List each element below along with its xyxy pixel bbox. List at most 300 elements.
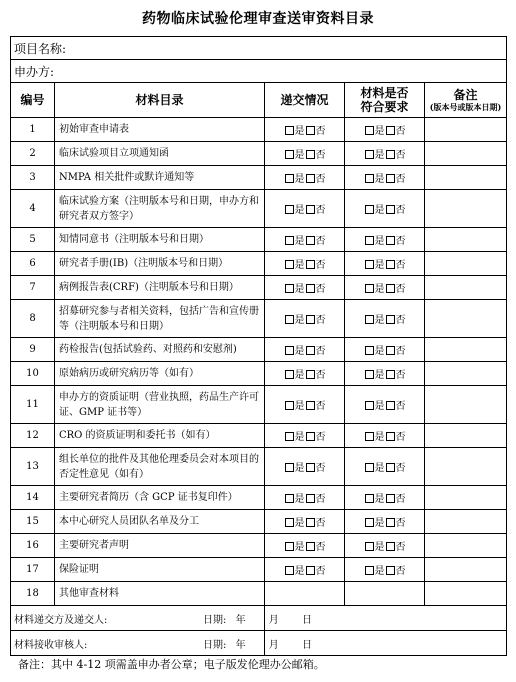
- checkbox-icon[interactable]: [365, 260, 374, 269]
- submission-no-option[interactable]: [305, 236, 326, 247]
- checkbox-icon[interactable]: [306, 150, 315, 159]
- project-name-row: [11, 37, 507, 60]
- material-name: 初始审查申请表: [55, 118, 265, 142]
- table-row: [11, 386, 507, 424]
- submission-cell: [265, 118, 345, 142]
- header-compliance-line1: 材料是否: [360, 86, 409, 100]
- compliance-no-option[interactable]: [385, 174, 406, 185]
- checkbox-icon[interactable]: [386, 236, 395, 245]
- checkbox-label: 否: [395, 432, 406, 443]
- compliance-no-option[interactable]: [385, 150, 406, 161]
- compliance-yes-option[interactable]: [364, 463, 385, 474]
- checkbox-icon[interactable]: [386, 463, 395, 472]
- material-name: 临床试验项目立项通知函: [55, 142, 265, 166]
- remark-cell[interactable]: [425, 300, 507, 338]
- checkbox-icon[interactable]: [386, 174, 395, 183]
- receiver-date-day: 日: [301, 639, 312, 651]
- checkbox-icon[interactable]: [285, 370, 294, 379]
- material-name: 其他审查材料: [55, 582, 265, 606]
- checkbox-label: 是: [294, 284, 305, 295]
- checkbox-label: 否: [395, 236, 406, 247]
- submission-yes-option[interactable]: [284, 463, 305, 474]
- compliance-no-option[interactable]: [385, 566, 406, 577]
- checkbox-icon[interactable]: [365, 566, 374, 575]
- checkbox-label: 否: [395, 542, 406, 553]
- compliance-cell: [345, 534, 425, 558]
- row-number: 2: [11, 142, 55, 166]
- submission-cell: [265, 142, 345, 166]
- compliance-yes-option[interactable]: [364, 542, 385, 553]
- material-name: 本中心研究人员团队名单及分工: [55, 510, 265, 534]
- table-row: [11, 582, 507, 606]
- checkbox-icon[interactable]: [306, 284, 315, 293]
- submission-no-option[interactable]: [305, 370, 326, 381]
- submission-yes-option[interactable]: [284, 205, 305, 216]
- checkbox-label: 是: [294, 432, 305, 443]
- material-name: 申办方的资质证明（营业执照，药品生产许可证、GMP 证书等）: [55, 386, 265, 424]
- compliance-cell: [345, 228, 425, 252]
- material-name: 原始病历或研究病历等（如有）: [55, 362, 265, 386]
- submission-no-option[interactable]: [305, 518, 326, 529]
- submission-no-option[interactable]: [305, 432, 326, 443]
- checkbox-label: 是: [374, 401, 385, 412]
- material-name: NMPA 相关批件或默许通知等: [55, 166, 265, 190]
- checkbox-icon[interactable]: [306, 401, 315, 410]
- compliance-no-option[interactable]: [385, 346, 406, 357]
- project-name-label: 项目名称:: [14, 41, 67, 56]
- remark-cell[interactable]: [425, 190, 507, 228]
- header-remark-subtitle: (版本号或版本日期): [429, 102, 502, 112]
- checkbox-icon[interactable]: [285, 494, 294, 503]
- checkbox-label: 是: [374, 463, 385, 474]
- checkbox-label: 否: [395, 260, 406, 271]
- checkbox-icon[interactable]: [365, 174, 374, 183]
- submission-no-option[interactable]: [305, 150, 326, 161]
- checkbox-icon[interactable]: [306, 370, 315, 379]
- checkbox-label: 否: [315, 126, 326, 137]
- checkbox-label: 是: [294, 174, 305, 185]
- checkbox-icon[interactable]: [386, 401, 395, 410]
- checkbox-label: 是: [374, 236, 385, 247]
- material-name: 临床试验方案（注明版本号和日期，申办方和研究者双方签字）: [55, 190, 265, 228]
- receiver-date-label: 日期:: [203, 639, 227, 651]
- submission-yes-option[interactable]: [284, 542, 305, 553]
- table-row: [11, 448, 507, 486]
- checkbox-icon[interactable]: [386, 346, 395, 355]
- compliance-cell: [345, 166, 425, 190]
- checkbox-label: 否: [395, 174, 406, 185]
- header-compliance: [345, 83, 425, 118]
- remark-cell[interactable]: [425, 582, 507, 606]
- row-number: 5: [11, 228, 55, 252]
- submission-yes-option[interactable]: [284, 126, 305, 137]
- compliance-cell: [345, 424, 425, 448]
- checkbox-label: 是: [294, 205, 305, 216]
- submission-cell: [265, 510, 345, 534]
- compliance-no-option[interactable]: [385, 205, 406, 216]
- table-row: [11, 142, 507, 166]
- compliance-cell: [345, 510, 425, 534]
- submission-yes-option[interactable]: [284, 315, 305, 326]
- submission-no-option[interactable]: [305, 494, 326, 505]
- submission-yes-option[interactable]: [284, 432, 305, 443]
- checkbox-label: 否: [315, 432, 326, 443]
- compliance-no-option[interactable]: [385, 463, 406, 474]
- submission-cell: [265, 424, 345, 448]
- submitter-row: [11, 606, 507, 631]
- checkbox-icon[interactable]: [386, 494, 395, 503]
- submission-no-option[interactable]: [305, 401, 326, 412]
- compliance-yes-option[interactable]: [364, 566, 385, 577]
- checkbox-label: 否: [395, 126, 406, 137]
- checkbox-label: 是: [294, 463, 305, 474]
- submitter-date-day: 日: [301, 614, 312, 626]
- submitter-date-year: 年: [235, 614, 246, 626]
- checkbox-label: 否: [315, 150, 326, 161]
- submission-no-option[interactable]: [305, 542, 326, 553]
- compliance-yes-option[interactable]: [364, 205, 385, 216]
- material-name: 知情同意书（注明版本号和日期）: [55, 228, 265, 252]
- table-row: [11, 486, 507, 510]
- compliance-cell: [345, 142, 425, 166]
- checkbox-label: 是: [374, 542, 385, 553]
- submission-yes-option[interactable]: [284, 150, 305, 161]
- compliance-yes-option[interactable]: [364, 346, 385, 357]
- checkbox-icon[interactable]: [306, 494, 315, 503]
- table-row: [11, 300, 507, 338]
- remark-cell[interactable]: [425, 118, 507, 142]
- submission-yes-option[interactable]: [284, 346, 305, 357]
- submission-yes-option[interactable]: [284, 284, 305, 295]
- receiver-row: [11, 631, 507, 656]
- checkbox-icon[interactable]: [306, 463, 315, 472]
- checkbox-icon[interactable]: [365, 236, 374, 245]
- checkbox-icon[interactable]: [365, 315, 374, 324]
- checkbox-label: 是: [374, 432, 385, 443]
- submission-cell: [265, 486, 345, 510]
- compliance-yes-option[interactable]: [364, 315, 385, 326]
- sponsor-row: [11, 60, 507, 83]
- checkbox-icon[interactable]: [386, 315, 395, 324]
- compliance-cell: [345, 558, 425, 582]
- compliance-cell: [345, 448, 425, 486]
- compliance-yes-option[interactable]: [364, 126, 385, 137]
- checkbox-label: 是: [374, 566, 385, 577]
- checkbox-label: 否: [315, 346, 326, 357]
- submitter-date-field[interactable]: [203, 606, 507, 631]
- checkbox-icon[interactable]: [365, 346, 374, 355]
- project-name-field[interactable]: [11, 37, 507, 60]
- checkbox-icon[interactable]: [285, 401, 294, 410]
- checkbox-icon[interactable]: [306, 518, 315, 527]
- remark-cell[interactable]: [425, 486, 507, 510]
- header-submission: 递交情况: [265, 83, 345, 118]
- checkbox-icon[interactable]: [285, 174, 294, 183]
- submission-cell: [265, 252, 345, 276]
- remark-cell[interactable]: [425, 362, 507, 386]
- compliance-no-option[interactable]: [385, 494, 406, 505]
- submitter-date-month: 月: [268, 614, 279, 626]
- checkbox-label: 否: [315, 284, 326, 295]
- submission-cell: [265, 338, 345, 362]
- checkbox-icon[interactable]: [365, 284, 374, 293]
- table-row: [11, 166, 507, 190]
- checkbox-icon[interactable]: [386, 370, 395, 379]
- compliance-cell: [345, 276, 425, 300]
- checkbox-label: 否: [395, 463, 406, 474]
- submission-yes-option[interactable]: [284, 370, 305, 381]
- checkbox-icon[interactable]: [386, 566, 395, 575]
- compliance-yes-option[interactable]: [364, 284, 385, 295]
- checkbox-icon[interactable]: [365, 494, 374, 503]
- row-number: 14: [11, 486, 55, 510]
- checkbox-icon[interactable]: [285, 284, 294, 293]
- checkbox-label: 是: [374, 174, 385, 185]
- checkbox-label: 是: [374, 370, 385, 381]
- material-name: 主要研究者声明: [55, 534, 265, 558]
- submission-cell: [265, 386, 345, 424]
- sponsor-field[interactable]: [11, 60, 507, 83]
- submission-no-option[interactable]: [305, 284, 326, 295]
- remark-cell[interactable]: [425, 276, 507, 300]
- material-name: 主要研究者简历（含 GCP 证书复印件）: [55, 486, 265, 510]
- checkbox-icon[interactable]: [306, 315, 315, 324]
- checkbox-icon[interactable]: [306, 346, 315, 355]
- checkbox-icon[interactable]: [386, 432, 395, 441]
- receiver-date-field[interactable]: [203, 631, 507, 656]
- checkbox-label: 是: [294, 126, 305, 137]
- compliance-cell: [345, 118, 425, 142]
- compliance-no-option[interactable]: [385, 432, 406, 443]
- compliance-yes-option[interactable]: [364, 518, 385, 529]
- remark-cell[interactable]: [425, 510, 507, 534]
- checkbox-label: 否: [395, 401, 406, 412]
- submission-yes-option[interactable]: [284, 174, 305, 185]
- remark-cell[interactable]: [425, 386, 507, 424]
- checkbox-icon[interactable]: [285, 236, 294, 245]
- checkbox-icon[interactable]: [285, 205, 294, 214]
- header-remark-title: 备注: [453, 88, 478, 102]
- checkbox-icon[interactable]: [365, 370, 374, 379]
- row-number: 11: [11, 386, 55, 424]
- checkbox-icon[interactable]: [365, 518, 374, 527]
- checkbox-label: 否: [315, 566, 326, 577]
- submission-yes-option[interactable]: [284, 518, 305, 529]
- table-row: [11, 424, 507, 448]
- checkbox-icon[interactable]: [386, 205, 395, 214]
- checkbox-label: 否: [315, 494, 326, 505]
- submission-no-option[interactable]: [305, 174, 326, 185]
- remark-cell[interactable]: [425, 534, 507, 558]
- submission-no-option[interactable]: [305, 260, 326, 271]
- compliance-yes-option[interactable]: [364, 401, 385, 412]
- compliance-no-option[interactable]: [385, 370, 406, 381]
- remark-cell[interactable]: [425, 448, 507, 486]
- submission-cell: [265, 558, 345, 582]
- compliance-no-option[interactable]: [385, 236, 406, 247]
- checkbox-label: 否: [395, 518, 406, 529]
- compliance-cell: [345, 338, 425, 362]
- submission-no-option[interactable]: [305, 205, 326, 216]
- checkbox-icon[interactable]: [365, 150, 374, 159]
- checkbox-icon[interactable]: [365, 463, 374, 472]
- compliance-yes-option[interactable]: [364, 494, 385, 505]
- compliance-no-option[interactable]: [385, 284, 406, 295]
- checkbox-icon[interactable]: [365, 542, 374, 551]
- table-row: [11, 558, 507, 582]
- checkbox-icon[interactable]: [386, 518, 395, 527]
- remark-cell[interactable]: [425, 558, 507, 582]
- checkbox-label: 是: [374, 315, 385, 326]
- table-row: [11, 534, 507, 558]
- checkbox-label: 否: [315, 205, 326, 216]
- checkbox-label: 否: [395, 370, 406, 381]
- checkbox-icon[interactable]: [306, 542, 315, 551]
- checkbox-icon[interactable]: [386, 260, 395, 269]
- checkbox-icon[interactable]: [386, 150, 395, 159]
- compliance-yes-option[interactable]: [364, 432, 385, 443]
- compliance-yes-option[interactable]: [364, 260, 385, 271]
- checkbox-label: 否: [315, 236, 326, 247]
- checkbox-label: 是: [294, 315, 305, 326]
- submission-no-option[interactable]: [305, 566, 326, 577]
- compliance-yes-option[interactable]: [364, 174, 385, 185]
- checkbox-label: 否: [315, 463, 326, 474]
- checkbox-label: 否: [315, 260, 326, 271]
- checkbox-label: 是: [294, 346, 305, 357]
- table-row: [11, 118, 507, 142]
- submission-yes-option[interactable]: [284, 236, 305, 247]
- compliance-yes-option[interactable]: [364, 236, 385, 247]
- submission-yes-option[interactable]: [284, 260, 305, 271]
- row-number: 4: [11, 190, 55, 228]
- submission-yes-option[interactable]: [284, 401, 305, 412]
- checkbox-label: 是: [374, 518, 385, 529]
- page-title: 药物临床试验伦理审查送审资料目录: [142, 11, 374, 27]
- checkbox-icon[interactable]: [365, 126, 374, 135]
- checkbox-icon[interactable]: [285, 542, 294, 551]
- compliance-yes-option[interactable]: [364, 150, 385, 161]
- remark-cell[interactable]: [425, 252, 507, 276]
- submitter-date-label: 日期:: [203, 614, 227, 626]
- row-number: 6: [11, 252, 55, 276]
- checkbox-icon[interactable]: [285, 260, 294, 269]
- checkbox-label: 否: [395, 566, 406, 577]
- checkbox-icon[interactable]: [306, 432, 315, 441]
- checkbox-icon[interactable]: [306, 126, 315, 135]
- submission-yes-option[interactable]: [284, 566, 305, 577]
- checkbox-icon[interactable]: [285, 346, 294, 355]
- submission-cell: [265, 276, 345, 300]
- material-name: 病例报告表(CRF)（注明版本号和日期）: [55, 276, 265, 300]
- checkbox-icon[interactable]: [285, 432, 294, 441]
- checkbox-icon[interactable]: [386, 542, 395, 551]
- remark-cell[interactable]: [425, 228, 507, 252]
- compliance-no-option[interactable]: [385, 401, 406, 412]
- checkbox-icon[interactable]: [306, 566, 315, 575]
- checkbox-icon[interactable]: [365, 432, 374, 441]
- checkbox-icon[interactable]: [306, 174, 315, 183]
- header-compliance-line2: 符合要求: [360, 100, 409, 114]
- checkbox-label: 否: [315, 174, 326, 185]
- submission-cell: [265, 448, 345, 486]
- checkbox-label: 否: [395, 150, 406, 161]
- checkbox-label: 否: [315, 518, 326, 529]
- checkbox-label: 否: [315, 401, 326, 412]
- submission-yes-option[interactable]: [284, 494, 305, 505]
- checkbox-label: 否: [315, 315, 326, 326]
- checkbox-icon[interactable]: [306, 260, 315, 269]
- submission-cell: [265, 534, 345, 558]
- submission-no-option[interactable]: [305, 346, 326, 357]
- row-number: 10: [11, 362, 55, 386]
- remark-cell[interactable]: [425, 338, 507, 362]
- submission-cell: [265, 582, 345, 606]
- submission-no-option[interactable]: [305, 463, 326, 474]
- material-name: CRO 的资质证明和委托书（如有）: [55, 424, 265, 448]
- receiver-label: 材料接收审核人:: [14, 639, 88, 651]
- checkbox-label: 是: [374, 284, 385, 295]
- table-row: [11, 190, 507, 228]
- submission-cell: [265, 228, 345, 252]
- material-name: 药检报告(包括试验药、对照药和安慰剂): [55, 338, 265, 362]
- header-num: 编号: [11, 83, 55, 118]
- compliance-cell: [345, 252, 425, 276]
- compliance-no-option[interactable]: [385, 315, 406, 326]
- remark-cell[interactable]: [425, 142, 507, 166]
- checkbox-icon[interactable]: [386, 284, 395, 293]
- checkbox-label: 是: [374, 126, 385, 137]
- checkbox-icon[interactable]: [285, 566, 294, 575]
- submission-no-option[interactable]: [305, 315, 326, 326]
- checkbox-label: 是: [374, 205, 385, 216]
- receiver-date-month: 月: [268, 639, 279, 651]
- checkbox-icon[interactable]: [285, 518, 294, 527]
- checkbox-label: 是: [294, 566, 305, 577]
- checkbox-icon[interactable]: [306, 205, 315, 214]
- checkbox-icon[interactable]: [285, 463, 294, 472]
- row-number: 13: [11, 448, 55, 486]
- table-row: [11, 338, 507, 362]
- row-number: 1: [11, 118, 55, 142]
- material-name: 研究者手册(IB)（注明版本号和日期）: [55, 252, 265, 276]
- row-number: 16: [11, 534, 55, 558]
- remark-cell[interactable]: [425, 424, 507, 448]
- checkbox-label: 否: [315, 370, 326, 381]
- row-number: 8: [11, 300, 55, 338]
- checkbox-icon[interactable]: [365, 401, 374, 410]
- compliance-no-option[interactable]: [385, 126, 406, 137]
- compliance-no-option[interactable]: [385, 518, 406, 529]
- material-name: 组长单位的批件及其他伦理委员会对本项目的否定性意见（如有）: [55, 448, 265, 486]
- checkbox-icon[interactable]: [365, 205, 374, 214]
- checkbox-icon[interactable]: [285, 126, 294, 135]
- compliance-yes-option[interactable]: [364, 370, 385, 381]
- footnote: 备注：其中 4-12 项需盖申办者公章；电子版发伦理办公邮箱。: [18, 658, 325, 671]
- checkbox-label: 是: [294, 518, 305, 529]
- compliance-no-option[interactable]: [385, 260, 406, 271]
- compliance-no-option[interactable]: [385, 542, 406, 553]
- checkbox-icon[interactable]: [285, 150, 294, 159]
- checkbox-icon[interactable]: [306, 236, 315, 245]
- table-row: [11, 228, 507, 252]
- checkbox-icon[interactable]: [285, 315, 294, 324]
- checkbox-icon[interactable]: [386, 126, 395, 135]
- remark-cell[interactable]: [425, 166, 507, 190]
- checkbox-label: 是: [374, 150, 385, 161]
- compliance-cell: [345, 300, 425, 338]
- submission-no-option[interactable]: [305, 126, 326, 137]
